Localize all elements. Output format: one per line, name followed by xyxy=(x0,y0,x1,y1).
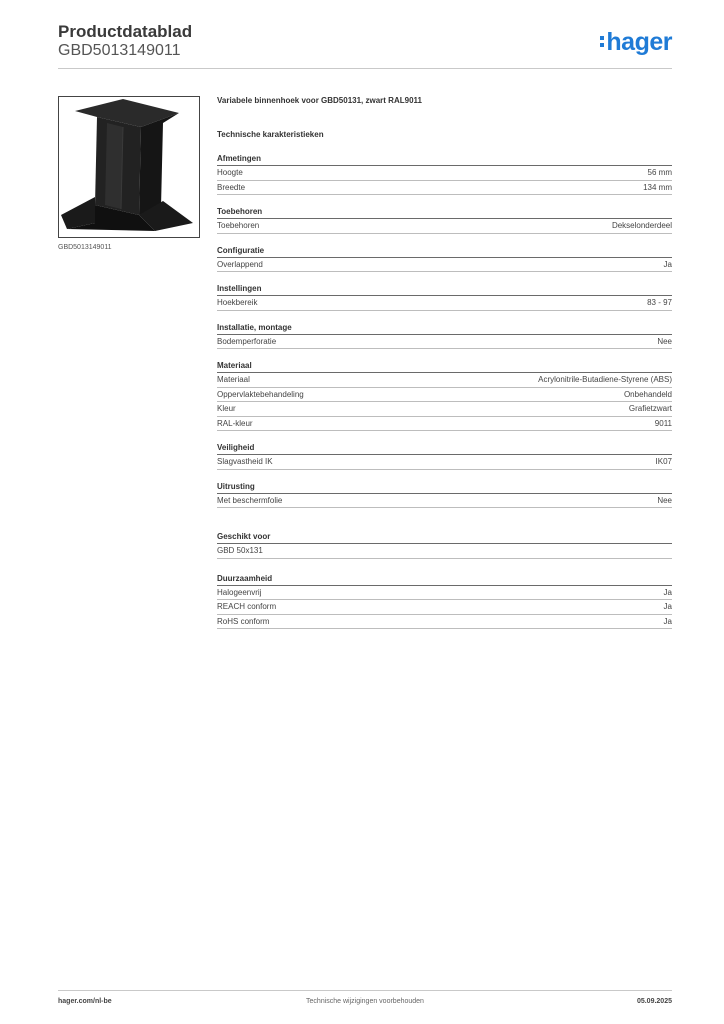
spec-row xyxy=(217,586,672,601)
spec-label: RoHS conform xyxy=(217,616,270,626)
spec-value: IK07 xyxy=(655,457,672,466)
spec-label: Toebehoren xyxy=(217,221,260,230)
spec-section xyxy=(217,481,672,509)
spec-row xyxy=(217,615,672,630)
tech-heading: Technische karakteristieken xyxy=(217,130,324,139)
product-image xyxy=(58,96,200,238)
spec-section xyxy=(217,442,672,470)
spec-row xyxy=(217,219,672,234)
spec-row xyxy=(217,258,672,273)
sustainability-section xyxy=(217,573,672,630)
page-title: Productdatablad xyxy=(58,22,193,41)
spec-label: Slagvastheid IK xyxy=(217,457,273,466)
spec-section xyxy=(217,360,672,431)
spec-value: Ja xyxy=(663,587,672,597)
spec-row xyxy=(217,402,672,417)
spec-row xyxy=(217,600,672,615)
section-title: Instellingen xyxy=(217,283,672,296)
section-title: Installatie, montage xyxy=(217,322,672,335)
spec-label: Overlappend xyxy=(217,259,263,269)
section-title: Geschikt voor xyxy=(217,531,672,544)
spec-value: Nee xyxy=(657,336,672,346)
spec-row xyxy=(217,544,672,559)
spec-label: Kleur xyxy=(217,404,236,413)
spec-value: 56 mm xyxy=(647,168,672,177)
spec-label: Materiaal xyxy=(217,375,250,384)
spec-row xyxy=(217,455,672,470)
spec-label: Met beschermfolie xyxy=(217,495,283,505)
product-description: Variabele binnenhoek voor GBD50131, zwart RAL9011 xyxy=(217,96,422,105)
spec-content xyxy=(217,96,672,629)
spec-label: Halogeenvrij xyxy=(217,587,262,597)
spec-section xyxy=(217,322,672,350)
spec-row xyxy=(217,494,672,509)
spec-label: Hoekbereik xyxy=(217,298,258,307)
spec-row xyxy=(217,417,672,432)
section-title: Uitrusting xyxy=(217,481,672,494)
spec-value: Ja xyxy=(663,616,672,626)
section-title: Afmetingen xyxy=(217,153,672,166)
footer-date: 05.09.2025 xyxy=(636,998,672,1005)
spec-section xyxy=(217,245,672,273)
footer-divider xyxy=(58,990,672,991)
section-title: Veiligheid xyxy=(217,442,672,455)
spec-value: 83 - 97 xyxy=(647,298,672,307)
spec-row xyxy=(217,335,672,350)
image-caption: GBD5013149011 xyxy=(58,244,112,251)
spec-value: Ja xyxy=(663,602,672,611)
page-header xyxy=(58,22,672,68)
spec-value: Dekselonderdeel xyxy=(611,221,672,230)
product-photo-icon xyxy=(59,97,199,237)
spec-label: Breedte xyxy=(217,182,246,192)
spec-label: Hoogte xyxy=(217,168,243,177)
suitable-section xyxy=(217,531,672,559)
spec-value: Grafietzwart xyxy=(628,404,672,413)
spec-row xyxy=(217,181,672,196)
spec-row xyxy=(217,296,672,311)
section-title: Duurzaamheid xyxy=(217,573,672,586)
spec-label: GBD 50x131 xyxy=(217,546,263,555)
hager-logo xyxy=(600,28,672,57)
spec-row xyxy=(217,373,672,388)
header-divider xyxy=(58,68,672,69)
footer-website-link[interactable]: hager.com/nl-be xyxy=(58,998,112,1005)
spec-row xyxy=(217,388,672,403)
spec-row xyxy=(217,166,672,181)
spec-value: 134 mm xyxy=(643,182,672,192)
spec-label: RAL-kleur xyxy=(217,418,253,428)
spec-value: Onbehandeld xyxy=(623,389,672,399)
logo-dots-icon xyxy=(600,33,604,50)
spec-label: Bodemperforatie xyxy=(217,336,277,346)
section-title: Materiaal xyxy=(217,360,672,373)
section-title: Configuratie xyxy=(217,245,672,258)
logo-text: hager xyxy=(606,28,672,56)
spec-value: Acrylonitrile-Butadiene-Styrene (ABS) xyxy=(538,375,672,384)
product-code: GBD5013149011 xyxy=(58,42,181,59)
section-title: Toebehoren xyxy=(217,206,672,219)
spec-value: Ja xyxy=(663,259,672,269)
spec-section xyxy=(217,283,672,311)
spec-label: REACH conform xyxy=(217,602,277,611)
spec-section xyxy=(217,153,672,195)
spec-label: Oppervlaktebehandeling xyxy=(217,389,304,399)
spec-value: 9011 xyxy=(654,418,672,428)
spec-value: Nee xyxy=(657,495,672,505)
footer-notice: Technische wijzigingen voorbehouden xyxy=(306,998,424,1005)
spec-section xyxy=(217,206,672,234)
